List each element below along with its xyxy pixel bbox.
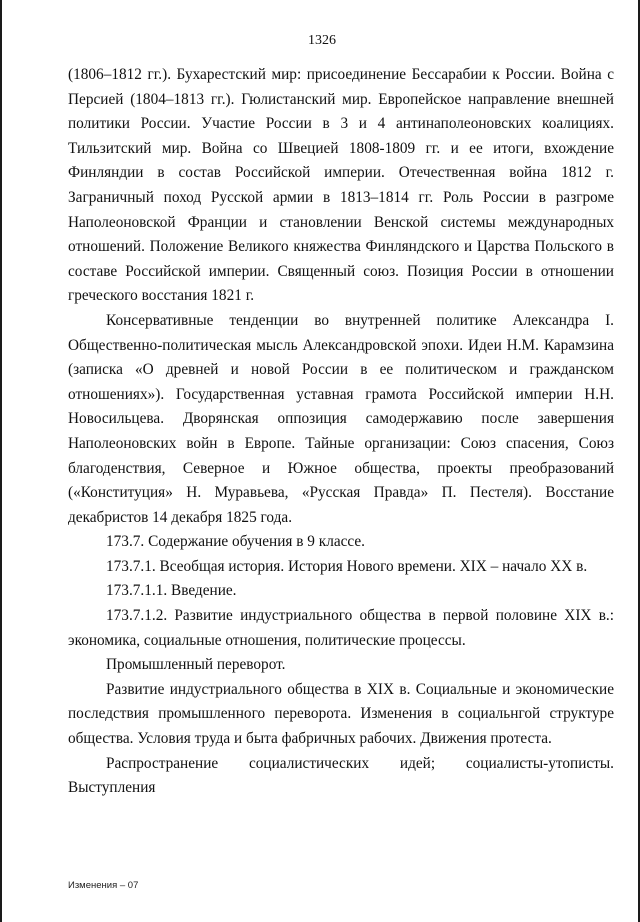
- section-heading-introduction: 173.7.1.1. Введение.: [106, 582, 237, 600]
- paragraph-foreign-policy: (1806–1812 гг.). Бухарестский мир: присоединение Бессарабии к России. Война с Персией (1804–1813 гг.). Гюлистанский мир. Европейское направление внешней политики России. Участие России в 3 и 4 антинаполеоновских коалициях. Тильзитский мир. Война со Швецией 1808-1809 гг. и ее итоги, вхождение Финляндии в состав Российской империи. Отечественная война 1812 г. Заграничный поход Русской армии в 1813–1814 гг. Роль России в разгроме Наполеоновской Франции и становлении Венской системы международных отношений. Положение Великого княжества Финляндского и Царства Польского в составе Российской империи. Священный союз. Позиция России в отношении греческого восстания 1821 г.: [68, 66, 614, 305]
- section-heading-industrial-society: 173.7.1.2. Развитие индустриального общества в первой половине XIX в.: экономика, социальные отношения, политические процессы.: [68, 607, 614, 649]
- document-body: [68, 63, 614, 801]
- paragraph-conservative-tendencies: Консервативные тенденции во внутренней политике Александра I. Общественно-политическая мысль Александровской эпохи. Идеи Н.М. Карамзина (записка «О древней и новой России в ее политическом и гражданском отношениях»). Государственная уставная грамота Российской империи Н.Н. Новосильцева. Дворянская оппозиция самодержавию после завершения Наполеоновских войн в Европе. Тайные организации: Союз спасения, Союз благоденствия, Северное и Южное общества, проекты преобразований («Конституция» Н. Муравьева, «Русская Правда» П. Пестеля). Восстание декабристов 14 декабря 1825 года.: [68, 311, 614, 526]
- page-number: 1326: [308, 33, 336, 48]
- section-heading-world-history: 173.7.1. Всеобщая история. История Нового времени. XIX – начало XX в.: [106, 557, 588, 575]
- section-heading-grade-9: 173.7. Содержание обучения в 9 классе.: [106, 533, 366, 551]
- paragraph-industrial-development: Развитие индустриального общества в XIX в. Социальные и экономические последствия промышленного переворота. Изменения в социальнгой структуре общества. Условия труда и быта фабричных рабочих. Движения протеста.: [68, 680, 614, 748]
- paragraph-industrial-revolution: Промышленный переворот.: [106, 656, 286, 674]
- paragraph-socialist-ideas: Распространение социалистических идей; социалисты-утописты. Выступления: [68, 754, 614, 797]
- footer-revision-note: Изменения – 07: [68, 880, 139, 891]
